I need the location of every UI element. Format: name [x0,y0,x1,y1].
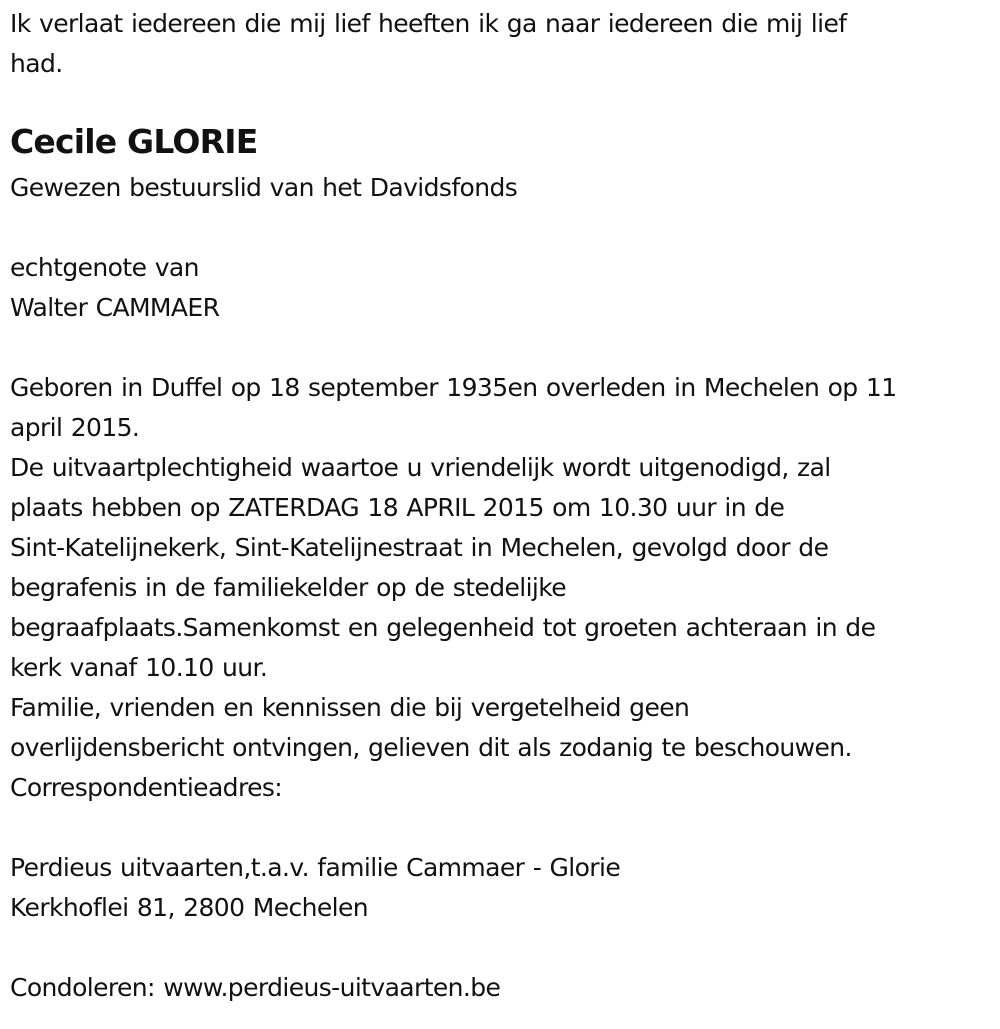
quote-line-2: had. [10,49,63,78]
spouse-relation: echtgenote van [10,253,199,282]
spacer [10,808,990,848]
body-line: Sint-Katelijnekerk, Sint-Katelijnestraat in Mechelen, gevolgd door de [10,533,829,562]
body-line: overlijdensbericht ontvingen, gelieven dit als zodanig te beschouwen. [10,733,852,762]
quote-line-1: Ik verlaat iedereen die mij lief heeften ik ga naar iedereen die mij lief [10,9,847,38]
body-line: april 2015. [10,413,140,442]
correspondence-label: Correspondentieadres: [10,773,283,802]
condolences-label: Condoleren: [10,973,164,1002]
condolences-line [10,968,990,1008]
spacer [10,328,990,368]
address-line-1: Perdieus uitvaarten,t.a.v. familie Cammaer - Glorie [10,853,621,882]
spacer [10,208,990,248]
body-line: plaats hebben op ZATERDAG 18 APRIL 2015 om 10.30 uur in de [10,493,785,522]
body-line: begraafplaats.Samenkomst en gelegenheid tot groeten achteraan in de [10,613,876,642]
deceased-title: Gewezen bestuurslid van het Davidsfonds [10,173,518,202]
spouse-name: Walter CAMMAER [10,293,220,322]
spacer [10,928,990,968]
body-line: Geboren in Duffel op 18 september 1935en overleden in Mechelen op 11 [10,373,897,402]
address-line-2: Kerkhoflei 81, 2800 Mechelen [10,893,369,922]
body-line: begrafenis in de familiekelder op de stedelijke [10,573,567,602]
condolences-link[interactable]: www.perdieus-uitvaarten.be [163,973,501,1002]
body-line: Familie, vrienden en kennissen die bij vergetelheid geen [10,693,690,722]
body-line: De uitvaartplechtigheid waartoe u vriendelijk wordt uitgenodigd, zal [10,453,831,482]
deceased-name: Cecile GLORIE [10,122,258,161]
body-line: kerk vanaf 10.10 uur. [10,653,268,682]
